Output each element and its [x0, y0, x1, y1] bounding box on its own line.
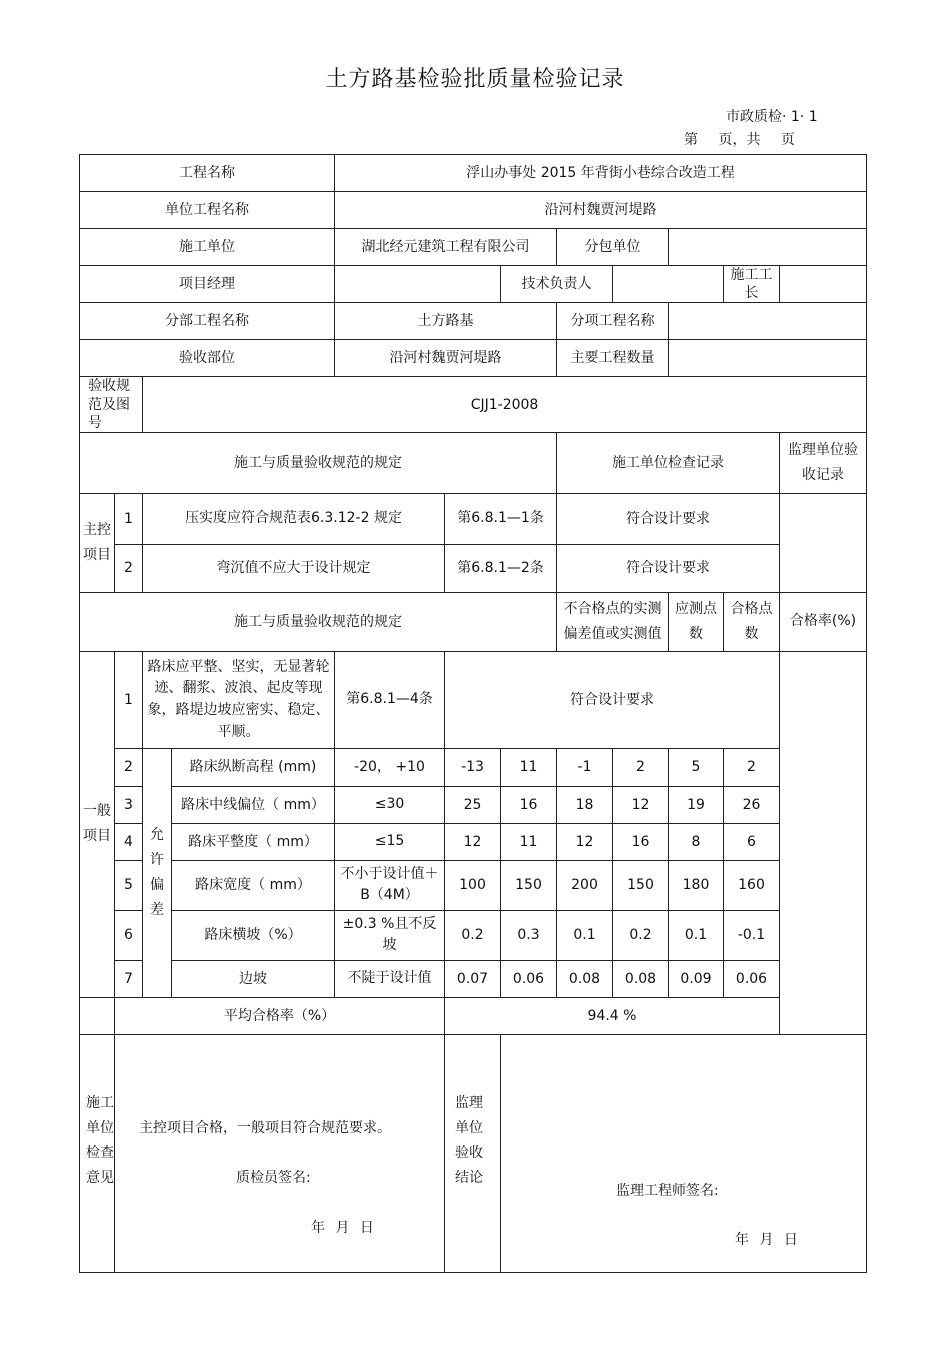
row-tolerance: -20， +10	[335, 748, 445, 786]
main-item-no: 2	[115, 544, 143, 592]
row-value: -1	[557, 748, 613, 786]
unit-project-value: 沿河村魏贾河堤路	[335, 192, 867, 229]
subcontractor-value	[669, 229, 867, 266]
row-value: 150	[501, 860, 557, 910]
row-no: 3	[115, 786, 143, 823]
general-label: 一般项目	[80, 651, 115, 997]
main-control-label: 主控项目	[80, 493, 115, 592]
row-value: 25	[445, 786, 501, 823]
row-value: 0.1	[669, 910, 724, 960]
row-value: 0.06	[724, 960, 780, 997]
date-left: 年 月 日	[311, 1220, 374, 1236]
spec-label: 验收规范及图号	[80, 377, 143, 433]
general-item-clause: 第6.8.1—4条	[335, 651, 445, 748]
row-value: 2	[724, 748, 780, 786]
supervisor-conclusion-label: 监理单位验收结论	[455, 1095, 483, 1186]
row-value: 0.09	[669, 960, 724, 997]
measured-header: 不合格点的实测偏差值或实测值	[557, 592, 669, 651]
tech-lead-label: 技术负责人	[501, 266, 613, 303]
general-item-no: 1	[115, 651, 143, 748]
pm-label: 项目经理	[80, 266, 335, 303]
contractor-opinion-text: 主控项目合格，一般项目符合规范要求。	[139, 1120, 391, 1136]
form-reference: 市政质检· 1· 1	[726, 109, 818, 125]
foreman-label: 施工工长	[724, 266, 780, 303]
row-value: 0.3	[501, 910, 557, 960]
main-supervisor-cell	[780, 493, 867, 592]
general-supervisor-cell	[780, 651, 867, 1034]
spec-rules-header: 施工与质量验收规范的规定	[80, 432, 557, 493]
main-item-result: 符合设计要求	[557, 493, 780, 544]
subcontractor-label: 分包单位	[557, 229, 669, 266]
row-name: 路床平整度（ mm）	[172, 823, 335, 860]
row-value: 0.08	[557, 960, 613, 997]
contractor-opinion-cell	[115, 1034, 445, 1272]
main-item-desc: 弯沉值不应大于设计规定	[143, 544, 445, 592]
row-value: 180	[669, 860, 724, 910]
page-info: 第 页，共 页	[684, 132, 795, 148]
row-value: 16	[501, 786, 557, 823]
tech-lead-value	[613, 266, 724, 303]
pass-rate-header: 合格率(%)	[780, 592, 867, 651]
foreman-value	[780, 266, 867, 303]
row-value: 100	[445, 860, 501, 910]
location-value: 沿河村魏贾河堤路	[335, 340, 557, 377]
contractor-opinion-label: 施工单位检查意见	[86, 1095, 114, 1186]
row-value: 12	[445, 823, 501, 860]
row-value: 0.06	[501, 960, 557, 997]
subitem-label: 分项工程名称	[557, 303, 669, 340]
inspector-signature: 质检员签名:	[236, 1170, 311, 1186]
main-item-clause: 第6.8.1—2条	[445, 544, 557, 592]
row-no: 5	[115, 860, 143, 910]
general-item-desc: 路床应平整、坚实，无显著轮迹、翻浆、波浪、起皮等现象，路堤边坡应密实、稳定、平顺。	[143, 651, 335, 748]
row-value: 18	[557, 786, 613, 823]
check-record-header: 施工单位检查记录	[557, 432, 780, 493]
row-name: 路床中线偏位（ mm）	[172, 786, 335, 823]
page-title: 土方路基检验批质量检验记录	[325, 67, 625, 92]
main-item-no: 1	[115, 493, 143, 544]
row-name: 路床横坡（%）	[172, 910, 335, 960]
main-item-result: 符合设计要求	[557, 544, 780, 592]
row-tolerance: ≤30	[335, 786, 445, 823]
row-value: 200	[557, 860, 613, 910]
engineer-signature: 监理工程师签名:	[616, 1183, 719, 1199]
row-no: 4	[115, 823, 143, 860]
row-value: 0.2	[445, 910, 501, 960]
row-no: 6	[115, 910, 143, 960]
row-value: 6	[724, 823, 780, 860]
avg-pass-label: 平均合格率（%）	[115, 997, 445, 1034]
row-value: 0.2	[613, 910, 669, 960]
date-right: 年 月 日	[735, 1232, 798, 1248]
row-value: 160	[724, 860, 780, 910]
row-value: 11	[501, 823, 557, 860]
row-value: 26	[724, 786, 780, 823]
row-value: 150	[613, 860, 669, 910]
supervisor-conclusion-cell	[501, 1034, 867, 1272]
row-no: 7	[115, 960, 143, 997]
row-name: 边坡	[172, 960, 335, 997]
quantity-value	[669, 340, 867, 377]
row-value: -13	[445, 748, 501, 786]
division-value: 土方路基	[335, 303, 557, 340]
row-value: 8	[669, 823, 724, 860]
row-tolerance: ±0.3 %且不反坡	[335, 910, 445, 960]
main-item-clause: 第6.8.1—1条	[445, 493, 557, 544]
row-tolerance: 不陡于设计值	[335, 960, 445, 997]
general-left-filler	[80, 997, 115, 1034]
row-value: 19	[669, 786, 724, 823]
row-tolerance: ≤15	[335, 823, 445, 860]
project-name-label: 工程名称	[80, 155, 335, 192]
row-value: 12	[613, 786, 669, 823]
row-value: 16	[613, 823, 669, 860]
row-value: 0.07	[445, 960, 501, 997]
subitem-value	[669, 303, 867, 340]
points-pass-header: 合格点数	[724, 592, 780, 651]
row-value: 0.1	[557, 910, 613, 960]
points-required-header: 应测点数	[669, 592, 724, 651]
row-value: 5	[669, 748, 724, 786]
row-value: 11	[501, 748, 557, 786]
location-label: 验收部位	[80, 340, 335, 377]
spec-value: CJJ1-2008	[143, 377, 867, 433]
row-tolerance: 不小于设计值＋B（4M）	[335, 860, 445, 910]
contractor-value: 湖北经元建筑工程有限公司	[335, 229, 557, 266]
deviation-label: 允许偏差	[143, 748, 172, 997]
unit-project-label: 单位工程名称	[80, 192, 335, 229]
contractor-label: 施工单位	[80, 229, 335, 266]
supervisor-record-header: 监理单位验收记录	[780, 432, 867, 493]
row-value: 12	[557, 823, 613, 860]
row-value: 0.08	[613, 960, 669, 997]
row-name: 路床纵断高程 (mm)	[172, 748, 335, 786]
division-label: 分部工程名称	[80, 303, 335, 340]
general-item-result: 符合设计要求	[445, 651, 780, 748]
spec-rules-header-2: 施工与质量验收规范的规定	[80, 592, 557, 651]
quantity-label: 主要工程数量	[557, 340, 669, 377]
row-value: -0.1	[724, 910, 780, 960]
main-item-desc: 压实度应符合规范表6.3.12-2 规定	[143, 493, 445, 544]
row-no: 2	[115, 748, 143, 786]
avg-pass-value: 94.4 %	[445, 997, 780, 1034]
row-value: 2	[613, 748, 669, 786]
pm-value	[335, 266, 501, 303]
project-name-value: 浮山办事处 2015 年背街小巷综合改造工程	[335, 155, 867, 192]
row-name: 路床宽度（ mm）	[172, 860, 335, 910]
